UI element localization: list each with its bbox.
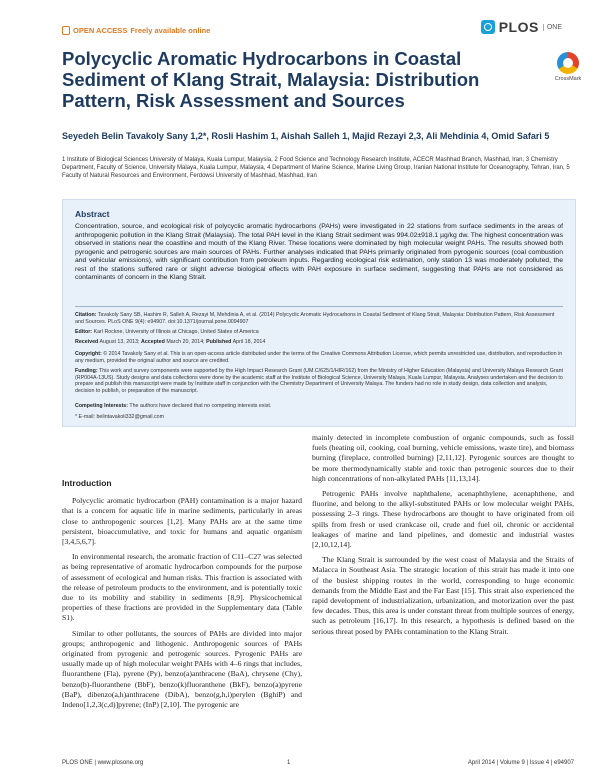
accepted-date: March 20, 2014;: [166, 339, 205, 345]
body-paragraph: The Klang Strait is surrounded by the west coast of Malaysia and the Straits of Malacca in Southeast Asia. The strategic location of this strait has made it into one of the busiest shipping routes in the world, corresponding to huge economic demands from the Middle East and the Far East [15]. This strait also experienced the rapid development of industrialization, urbanization, and motorization over the past few decades. Thus, this area is under constant threat from multiple sources of energy, such as petroleum [16,17]. In this research, a hypothesis is defined based on the serious threat posed by PAHs contamination to the Klang Strait.: [312, 555, 574, 636]
editor-text: Karl Rockne, University of Illinois at Chicago, United States of America: [93, 329, 259, 335]
body-left-column: [62, 433, 302, 715]
copyright-block: [75, 351, 563, 364]
open-access-label: OPEN ACCESS: [73, 26, 128, 35]
email-line[interactable]: * E-mail: belintavakoli332@gmail.com: [75, 414, 164, 420]
journal-name: PLOS: [498, 19, 539, 35]
citation-label: Citation:: [75, 312, 97, 318]
introduction-heading: Introduction: [62, 478, 112, 488]
citation-block: [75, 312, 563, 325]
journal-sub: ONE: [543, 24, 562, 31]
published-label: Published: [206, 339, 232, 345]
received-label: Received: [75, 339, 99, 345]
editor-block: [75, 329, 563, 336]
published-date: April 18, 2014: [232, 339, 266, 345]
competing-text: The authors have declared that no competing interests exist.: [129, 403, 272, 409]
crossmark-badge[interactable]: [550, 52, 586, 96]
funding-text: This work and survey components were supported by the High Impact Research Grant (UM.C/625/1/HIR/162) from the Ministry of Higher Education (Malaysia) and University Malaya Research Grant (RP004A-13US). Study designs and data collections were done by the academic staff at the Institute of Biological Science, University Malaya, Kuala Lumpur, Malaysia. Analyses undertaken and the decision to prepare and publish this manuscript were made by Institute staff in conjunction with the Chemistry Department of University Malaya. The funders had no role in study design, data collection and analysis, decision to publish, or preparation of the manuscript.: [75, 368, 564, 394]
copyright-text: © 2014 Tavakoly Sany et al. This is an open-access article distributed under the terms of the Creative Commons Attribution License, which permits unrestricted use, distribution, and reproduction in any medium, provided the original author and source are credited.: [75, 351, 563, 364]
footer-issue: April 2014 | Volume 9 | Issue 4 | e94907: [467, 760, 574, 766]
author-list: Seyedeh Belin Tavakoly Sany 1,2*, Rosli Hashim 1, Aishah Salleh 1, Majid Rezayi 2,3, Ali Mehdinia 4, Omid Safari 5: [62, 131, 550, 141]
body-paragraph: Similar to other pollutants, the sources of PAHs are divided into major groups; anthropogenic and lithogenic. Anthropogenic sources of PAHs originated from pyrogenic and petrogenic sources. Pyrogenic PAHs are usually made up of high molecular weight PAHs with 4–6 rings that includes, fluoranthene (Fla), pyrene (Py), benzo(a)anthracene (BaA), chrysene (Chy), benzo(b)-fluoranthene (BbF), benzo(k)fluoranthene (BkF), benzo(a)pyrene (BaP), dibenzo(a,h)anthracene (DibA), benzo(g,h,i)perylen (BghiP) and Indeno[1,2,3(c,d)]pyrene; (InP) [2,10]. The pyrogenic are: [62, 628, 302, 710]
affiliations: 1 Institute of Biological Sciences University of Malaya, Kuala Lumpur, Malaysia, 2 Food Science and Technology Research Institute, ACECR Mashhad Branch, Mashhad, Iran, 3 Chemistry Department, Faculty of Science, University Malaya, Kuala Lumpur, Malaysia, 4 Department of Marine Science, Marine Living Group, Iranian National Institute for Oceanography, Tehran, Iran, 5 Faculty of Natural Resources and Environment, Ferdowsi University of Mashhad, Mashhad, Iran: [62, 157, 570, 180]
dates-block: [75, 339, 563, 346]
competing-interests-block: [75, 403, 563, 410]
body-paragraph: Polycyclic aromatic hydrocarbon (PAH) contamination is a major hazard that is a concern for aquatic life in marine sediments, particularly in areas close to anthropogenic sources [1,2]. Many PAHs are at the same time persistent, bioaccumulative, and toxic for humans and aquatic organism [3,4,5,6,7].: [62, 496, 302, 547]
received-date: August 13, 2013;: [99, 339, 140, 345]
body-paragraph: In environmental research, the aromatic fraction of C11–C27 was selected as being representative of aromatic hydrocarbon compounds for the purpose of assessment of ecological and human risks. This fraction is associated with the release of petroleum products to the environment, and is potentially toxic due to its mobility and stability in sediments [8,9]. Physicochemical properties of these fractions are provided in the Supplementary data (Table S1).: [62, 552, 302, 623]
body-paragraph: Petrogenic PAHs involve naphthalene, acenaphthylene, acenaphthene, and fluorine, and belong to the alkyl-substituted PAHs or low molecular weight PAHs, possessing 2–3 rings. These hydrocarbons are thought to have originated from oil spills from fresh or used crankcase oil, crude and fuel oil, chronic or accidental leakages of marine and land pipelines, and domestic and industrial wastes [2,10,12,14].: [312, 489, 574, 550]
editor-label: Editor:: [75, 329, 93, 335]
plos-logo-icon: [481, 20, 495, 34]
abstract-divider: [75, 306, 563, 307]
abstract-heading: Abstract: [75, 209, 110, 219]
open-lock-icon: [62, 26, 70, 35]
footer-journal[interactable]: PLOS ONE | www.plosone.org: [62, 760, 144, 766]
crossmark-label: CrossMark: [554, 76, 582, 82]
freely-available-label: Freely available online: [130, 26, 211, 35]
copyright-label: Copyright:: [75, 351, 102, 357]
competing-label: Competing Interests:: [75, 403, 128, 409]
page-header: [0, 12, 600, 40]
citation-text: Tavakoly Sany SB, Hashim R, Salleh A, Rezayi M, Mehdinia A, et al. (2014) Polycyclic Aromatic Hydrocarbons in Coastal Sediment of Klang Strait, Malaysia: Distribution Pattern, Risk Assessment and Sources. PLoS ONE 9(4): e94907. doi:10.1371/journal.pone.0094907: [75, 312, 555, 325]
abstract-text: Concentration, source, and ecological risk of polycyclic aromatic hydrocarbons (PAHs) were investigated in 22 stations from surface sediments in the areas of anthropogenic pollution in the Klang Strait (Malaysia). The total PAH level in the Klang Strait sediment was 994.02±918.1 µg/kg dw. The highest concentration was observed in stations near the coastline and mouth of the Klang River. These locations were dominated by high molecular weight PAHs. The results showed both pyrogenic and petrogenic sources are main sources of PAHs. Further analyses indicated that PAHs primarily originated from pyrogenic sources (coal combustion and vehicular emissions), with significant contribution from petroleum inputs. Regarding ecological risk estimation, only station 13 was moderately polluted, the rest of the stations suffered rare or slight adverse biological effects with PAH exposure in surface sediment, suggesting that PAHs are not considered as contaminants of concern in the Klang Strait.: [75, 223, 563, 281]
journal-logo[interactable]: [481, 19, 562, 35]
body-paragraph: mainly detected in incomplete combustion of organic compounds, such as fossil fuels (heating oil, cooking, coal burning, vehicle emissions, waste tire), and biomass burning (fireplace, controlled burning) [2,11,12]. Pyrogenic sources are thought to be more thermodynamically stable and toxic than petrogenic sources due to their high concentrations of non-alkylated PAHs [11,13,14].: [312, 433, 574, 483]
accepted-label: Accepted: [141, 339, 165, 345]
article-title: Polycyclic Aromatic Hydrocarbons in Coastal Sediment of Klang Strait, Malaysia: Distribution Pattern, Risk Assessment and Sources: [62, 48, 480, 111]
page-number: 1: [287, 760, 291, 766]
funding-label: Funding:: [75, 368, 98, 374]
body-right-column: [312, 433, 574, 642]
crossmark-icon: [557, 52, 579, 74]
open-access-badge: [62, 26, 210, 35]
funding-block: [75, 368, 563, 394]
abstract-box: [62, 199, 576, 427]
